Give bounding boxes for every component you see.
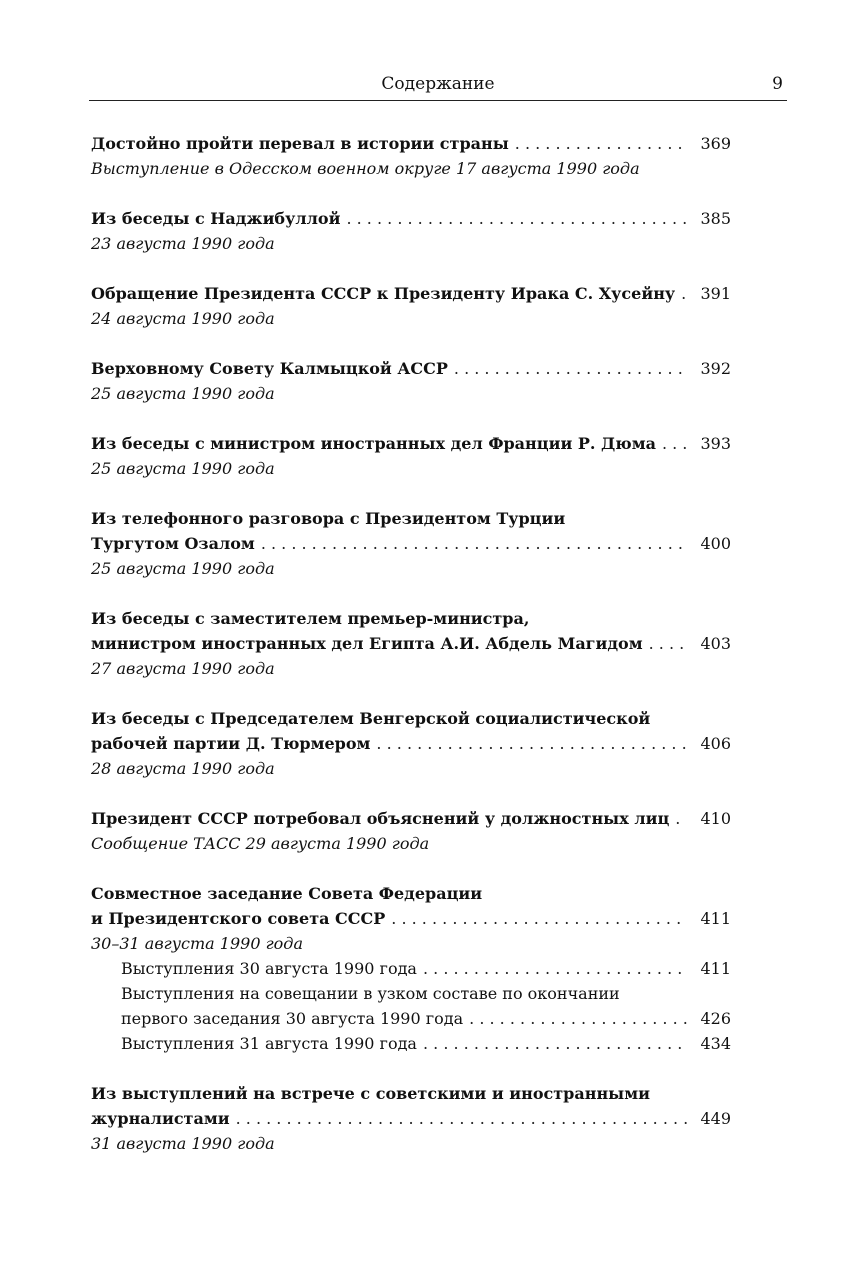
toc-entry <box>91 806 731 856</box>
toc-subentry <box>91 981 731 1006</box>
toc-entry-subtitle: 25 августа 1990 года <box>91 459 275 478</box>
toc-entry-title: Из телефонного разговора с Президентом Турции <box>91 509 566 528</box>
toc-entry <box>91 606 731 681</box>
leader-dots <box>255 531 687 556</box>
running-head <box>89 72 787 101</box>
toc-entry-title: Совместное заседание Совета Федерации <box>91 884 483 903</box>
leader-dots <box>370 731 687 756</box>
toc-subentry-page: 411 <box>700 959 731 978</box>
toc-entry-page: 391 <box>700 284 731 303</box>
toc-entry <box>91 706 731 781</box>
toc-entry-title-line <box>91 906 731 931</box>
toc-subentry-page: 426 <box>700 1009 731 1028</box>
toc-entry <box>91 281 731 331</box>
toc-entry-subtitle: 25 августа 1990 года <box>91 384 275 403</box>
toc-subentry-page: 434 <box>700 1034 731 1053</box>
toc-entry-title-line <box>91 881 731 906</box>
toc-entry-subtitle: Сообщение ТАСС 29 августа 1990 года <box>91 834 430 853</box>
toc-entry-subtitle: 23 августа 1990 года <box>91 234 275 253</box>
toc-entry-title: Президент СССР потребовал объяснений у должностных лиц <box>91 809 670 828</box>
toc-entry-title: Обращение Президента СССР к Президенту Ирака С. Хусейну <box>91 284 676 303</box>
toc-entry-title-continued: и Президентского совета СССР <box>91 909 386 928</box>
toc-entry-subtitle: 30–31 августа 1990 года <box>91 934 303 953</box>
toc-entry-title-line <box>91 806 731 831</box>
toc-entry-title-continued: журналистами <box>91 1109 230 1128</box>
toc-entry-title: Достойно пройти перевал в истории страны <box>91 134 509 153</box>
toc-entry-title-continued: Тургутом Озалом <box>91 534 255 553</box>
leader-dots <box>417 1031 687 1056</box>
toc-subentry <box>91 956 731 981</box>
leader-dots <box>509 131 687 156</box>
leader-dots <box>340 206 687 231</box>
leader-dots <box>463 1006 687 1031</box>
toc-entry-page: 411 <box>700 909 731 928</box>
leader-dots <box>385 906 687 931</box>
toc-subentry-title: Выступления на совещании в узком составе по окончании <box>121 984 620 1003</box>
leader-dots <box>669 806 687 831</box>
toc-entry-title: Из беседы с Председателем Венгерской социалистической <box>91 709 651 728</box>
toc-entry-page: 369 <box>700 134 731 153</box>
toc-entry-title: Верховному Совету Калмыцкой АССР <box>91 359 448 378</box>
toc-subentry-title: Выступления 31 августа 1990 года <box>121 1034 417 1053</box>
toc-entry-title-continued: министром иностранных дел Египта А.И. Абдель Магидом <box>91 634 643 653</box>
table-of-contents <box>91 131 731 1181</box>
toc-entry-title-line <box>91 606 731 631</box>
toc-entry-title-line <box>91 281 731 306</box>
toc-entry-title-line <box>91 431 731 456</box>
toc-entry <box>91 506 731 581</box>
toc-entry-page: 410 <box>700 809 731 828</box>
toc-entry-title-line <box>91 1081 731 1106</box>
leader-dots <box>417 956 687 981</box>
toc-entry-page: 400 <box>700 534 731 553</box>
toc-entry-subtitle: 31 августа 1990 года <box>91 1134 275 1153</box>
toc-entry-title: Из выступлений на встрече с советскими и иностранными <box>91 1084 650 1103</box>
toc-entry <box>91 1081 731 1156</box>
toc-entry <box>91 431 731 481</box>
toc-entry <box>91 206 731 256</box>
toc-subentry <box>91 1006 731 1031</box>
toc-entry-subtitle: 24 августа 1990 года <box>91 309 275 328</box>
leader-dots <box>656 431 687 456</box>
toc-entry-subtitle: 27 августа 1990 года <box>91 659 275 678</box>
toc-entry <box>91 881 731 1056</box>
toc-entry-title: Из беседы с Наджибуллой <box>91 209 341 228</box>
page-number: 9 <box>772 74 783 94</box>
leader-dots <box>230 1106 687 1131</box>
toc-entry-page: 392 <box>700 359 731 378</box>
leader-dots <box>643 631 687 656</box>
toc-entry-page: 385 <box>700 209 731 228</box>
toc-entry-title: Из беседы с заместителем премьер-министра, <box>91 609 530 628</box>
toc-entry-title-line <box>91 706 731 731</box>
toc-entry <box>91 131 731 181</box>
toc-entry-title-line <box>91 356 731 381</box>
toc-subentry <box>91 1031 731 1056</box>
toc-entry-title-line <box>91 731 731 756</box>
toc-entry-title-line <box>91 206 731 231</box>
toc-entry-subtitle: Выступление в Одесском военном округе 17 августа 1990 года <box>91 159 640 178</box>
toc-entry-page: 403 <box>700 634 731 653</box>
toc-entry <box>91 356 731 406</box>
toc-entry-page: 449 <box>700 1109 731 1128</box>
running-head-title: Содержание <box>381 74 495 94</box>
toc-subentry-title: Выступления 30 августа 1990 года <box>121 959 417 978</box>
leader-dots <box>675 281 687 306</box>
toc-entry-title: Из беседы с министром иностранных дел Франции Р. Дюма <box>91 434 656 453</box>
toc-entry-subtitle: 28 августа 1990 года <box>91 759 275 778</box>
toc-subentry-title-continued: первого заседания 30 августа 1990 года <box>121 1009 464 1028</box>
toc-entry-subtitle: 25 августа 1990 года <box>91 559 275 578</box>
toc-entry-page: 393 <box>700 434 731 453</box>
toc-entry-title-line <box>91 506 731 531</box>
leader-dots <box>448 356 687 381</box>
toc-entry-title-continued: рабочей партии Д. Тюрмером <box>91 734 371 753</box>
toc-entry-title-line <box>91 1106 731 1131</box>
toc-entry-page: 406 <box>700 734 731 753</box>
toc-entry-title-line <box>91 131 731 156</box>
toc-entry-title-line <box>91 631 731 656</box>
toc-entry-title-line <box>91 531 731 556</box>
